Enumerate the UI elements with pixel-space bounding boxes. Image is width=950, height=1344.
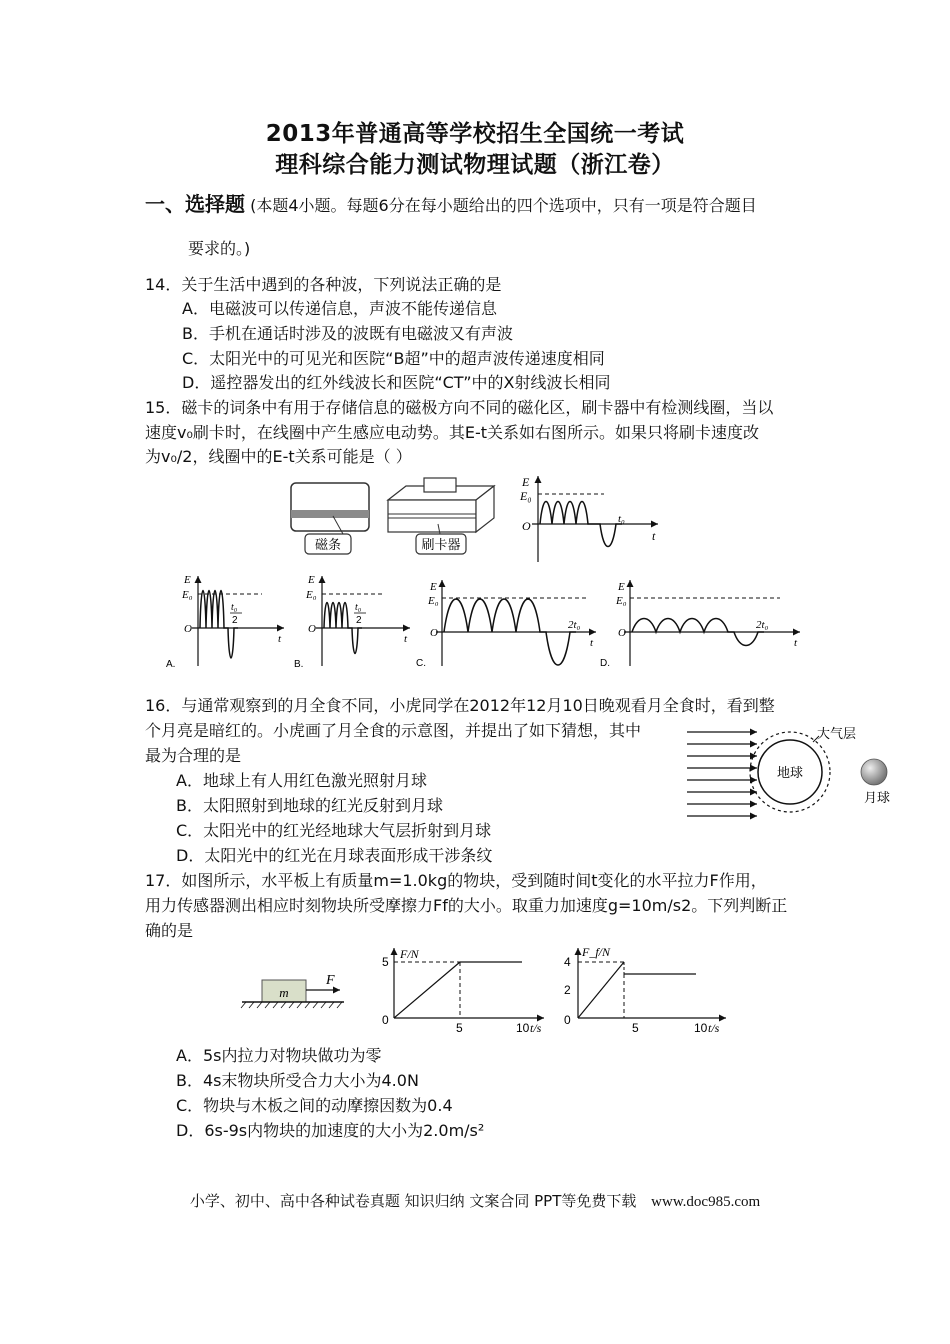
reference-et-graph <box>518 470 668 568</box>
ff-ytick-4: 4 <box>564 955 571 969</box>
d-two-t0: 2t₀ <box>756 619 769 631</box>
earth-label: 地球 <box>776 765 804 780</box>
d-axis-e: E <box>618 581 625 593</box>
section-heading: 一、选择题 <box>145 192 245 216</box>
d-axis-e0: E₀ <box>616 595 627 607</box>
ref-t0-label: t₀ <box>618 513 625 525</box>
a-axis-e: E <box>184 574 191 586</box>
footer-text: 小学、初中、高中各种试卷真题 知识归纳 文案合同 PPT等免费下载 <box>189 1192 637 1210</box>
c-axis-e0: E₀ <box>428 595 439 607</box>
atmosphere-label: 大气层 <box>817 726 857 741</box>
q16-stem-line1: 16．与通常观察到的月全食不同，小虎同学在2012年12月10日晚观看月全食时，看到整 <box>145 696 775 715</box>
option-c-label: C. <box>416 658 426 669</box>
footer <box>0 1190 950 1211</box>
d-axis-o: O <box>618 627 626 639</box>
q15-option-d-graph <box>596 574 806 670</box>
f-xlabel: t/s <box>530 1021 542 1032</box>
exam-title-line1: 2013年普通高等学校招生全国统一考试 <box>265 121 685 147</box>
q15-stem-line2: 速度v₀刷卡时，在线圈中产生感应电动势。其E-t关系如右图所示。如果只将刷卡速度改 <box>145 423 760 442</box>
q15-option-a-graph <box>160 570 290 670</box>
option-a-label: A. <box>166 659 176 670</box>
section-note-cont: 要求的。) <box>188 239 251 258</box>
block-label: m <box>279 985 289 1000</box>
f-ytick-0: 0 <box>382 1013 389 1027</box>
f-xtick-5: 5 <box>456 1021 463 1032</box>
a-axis-o: O <box>184 623 192 635</box>
ref-axis-o: O <box>522 519 531 533</box>
a-t0-den: 2 <box>232 615 238 626</box>
c-axis-t: t <box>590 637 594 649</box>
ref-axis-e: E <box>522 475 530 489</box>
footer-url[interactable]: www.doc985.com <box>651 1194 761 1210</box>
moon-circle <box>861 759 887 785</box>
q14-option-a: A．电磁波可以传递信息，声波不能传递信息 <box>182 299 497 318</box>
q17-option-a: A．5s内拉力对物块做功为零 <box>176 1046 382 1065</box>
q15-option-c-graph <box>412 574 602 670</box>
ff-ramp-line <box>578 962 624 1018</box>
sunlight-arrows <box>687 732 757 816</box>
q17-stem-line3: 确的是 <box>145 921 194 940</box>
q14-option-d: D．遥控器发出的红外线波长和医院“CT”中的X射线波长相同 <box>182 373 611 392</box>
ff-xtick-5: 5 <box>632 1021 639 1032</box>
f-t-graph <box>372 944 552 1032</box>
c-axis-e: E <box>430 581 437 593</box>
f-xtick-10: 10 <box>516 1021 530 1032</box>
moon-label: 月球 <box>863 790 891 805</box>
b-axis-t: t <box>404 633 408 645</box>
ref-axis-t: t <box>652 529 656 543</box>
q15-stem-line3: 为v₀/2，线圈中的E-t关系可能是（ ） <box>145 447 412 466</box>
magnetic-card-figure <box>285 478 375 558</box>
f-ylabel: F/N <box>400 947 419 961</box>
reader-label: 刷卡器 <box>421 537 461 552</box>
b-axis-e0: E₀ <box>306 589 317 601</box>
section-note: (本题4小题。每题6分在每小题给出的四个选项中，只有一项是符合题目 <box>250 196 757 215</box>
c-axis-o: O <box>430 627 438 639</box>
force-label: F <box>326 973 335 988</box>
b-t0-den: 2 <box>356 615 362 626</box>
q17-option-c: C．物块与木板之间的动摩擦因数为0.4 <box>176 1096 453 1115</box>
f-ramp-line <box>394 962 460 1018</box>
q14-option-c: C．太阳光中的可见光和医院“B超”中的超声波传递速度相同 <box>182 349 605 368</box>
a-t0: t₀ <box>231 602 238 613</box>
lunar-eclipse-figure <box>685 722 895 822</box>
ff-t-graph <box>558 944 734 1032</box>
card-reader-figure <box>382 470 502 558</box>
q17-stem-line1: 17．如图所示，水平板上有质量m=1.0kg的物块，受到随时间t变化的水平拉力F作用， <box>145 871 767 890</box>
q16-stem-line3: 最为合理的是 <box>145 746 242 765</box>
q14-option-b: B．手机在通话时涉及的波既有电磁波又有声波 <box>182 324 513 343</box>
d-axis-t: t <box>794 637 798 649</box>
q14-stem: 14．关于生活中遇到的各种波，下列说法正确的是 <box>145 275 502 294</box>
a-axis-t: t <box>278 633 282 645</box>
q16-option-a: A．地球上有人用红色激光照射月球 <box>176 771 427 790</box>
q16-option-d: D．太阳光中的红光在月球表面形成干涉条纹 <box>176 846 493 865</box>
ff-ylabel: F_f/N <box>582 945 611 959</box>
q15-option-b-graph <box>288 570 418 670</box>
q17-option-b: B．4s末物块所受合力大小为4.0N <box>176 1071 419 1090</box>
q16-option-b: B．太阳照射到地球的红光反射到月球 <box>176 796 443 815</box>
b-axis-o: O <box>308 623 316 635</box>
c-two-t0: 2t₀ <box>568 619 581 631</box>
option-b-label: B. <box>294 659 304 670</box>
f-ytick-5: 5 <box>382 955 389 969</box>
option-d-label: D. <box>600 658 610 669</box>
card-label: 磁条 <box>314 537 342 552</box>
q17-option-d: D．6s-9s内物块的加速度的大小为2.0m/s² <box>176 1121 485 1140</box>
ff-xtick-10: 10 <box>694 1021 708 1032</box>
ff-ytick-2: 2 <box>564 983 571 997</box>
ff-ytick-0: 0 <box>564 1013 571 1027</box>
a-axis-e0: E₀ <box>182 589 193 601</box>
exam-title-line2: 理科综合能力测试物理试题（浙江卷） <box>275 152 675 178</box>
q16-stem-line2: 个月亮是暗红的。小虎画了月全食的示意图，并提出了如下猜想，其中 <box>145 721 642 740</box>
block-on-board-figure <box>240 968 360 1024</box>
q17-stem-line2: 用力传感器测出相应时刻物块所受摩擦力Ff的大小。取重力加速度g=10m/s2。下列判断正 <box>145 896 788 915</box>
ff-xlabel: t/s <box>708 1021 720 1032</box>
b-t0: t₀ <box>355 602 362 613</box>
q15-stem-line1: 15．磁卡的词条中有用于存储信息的磁极方向不同的磁化区，刷卡器中有检测线圈，当以 <box>145 398 774 417</box>
b-axis-e: E <box>308 574 315 586</box>
section-heading-row <box>145 188 757 217</box>
q16-option-c: C．太阳光中的红光经地球大气层折射到月球 <box>176 821 492 840</box>
ref-axis-e0: E₀ <box>520 489 532 503</box>
